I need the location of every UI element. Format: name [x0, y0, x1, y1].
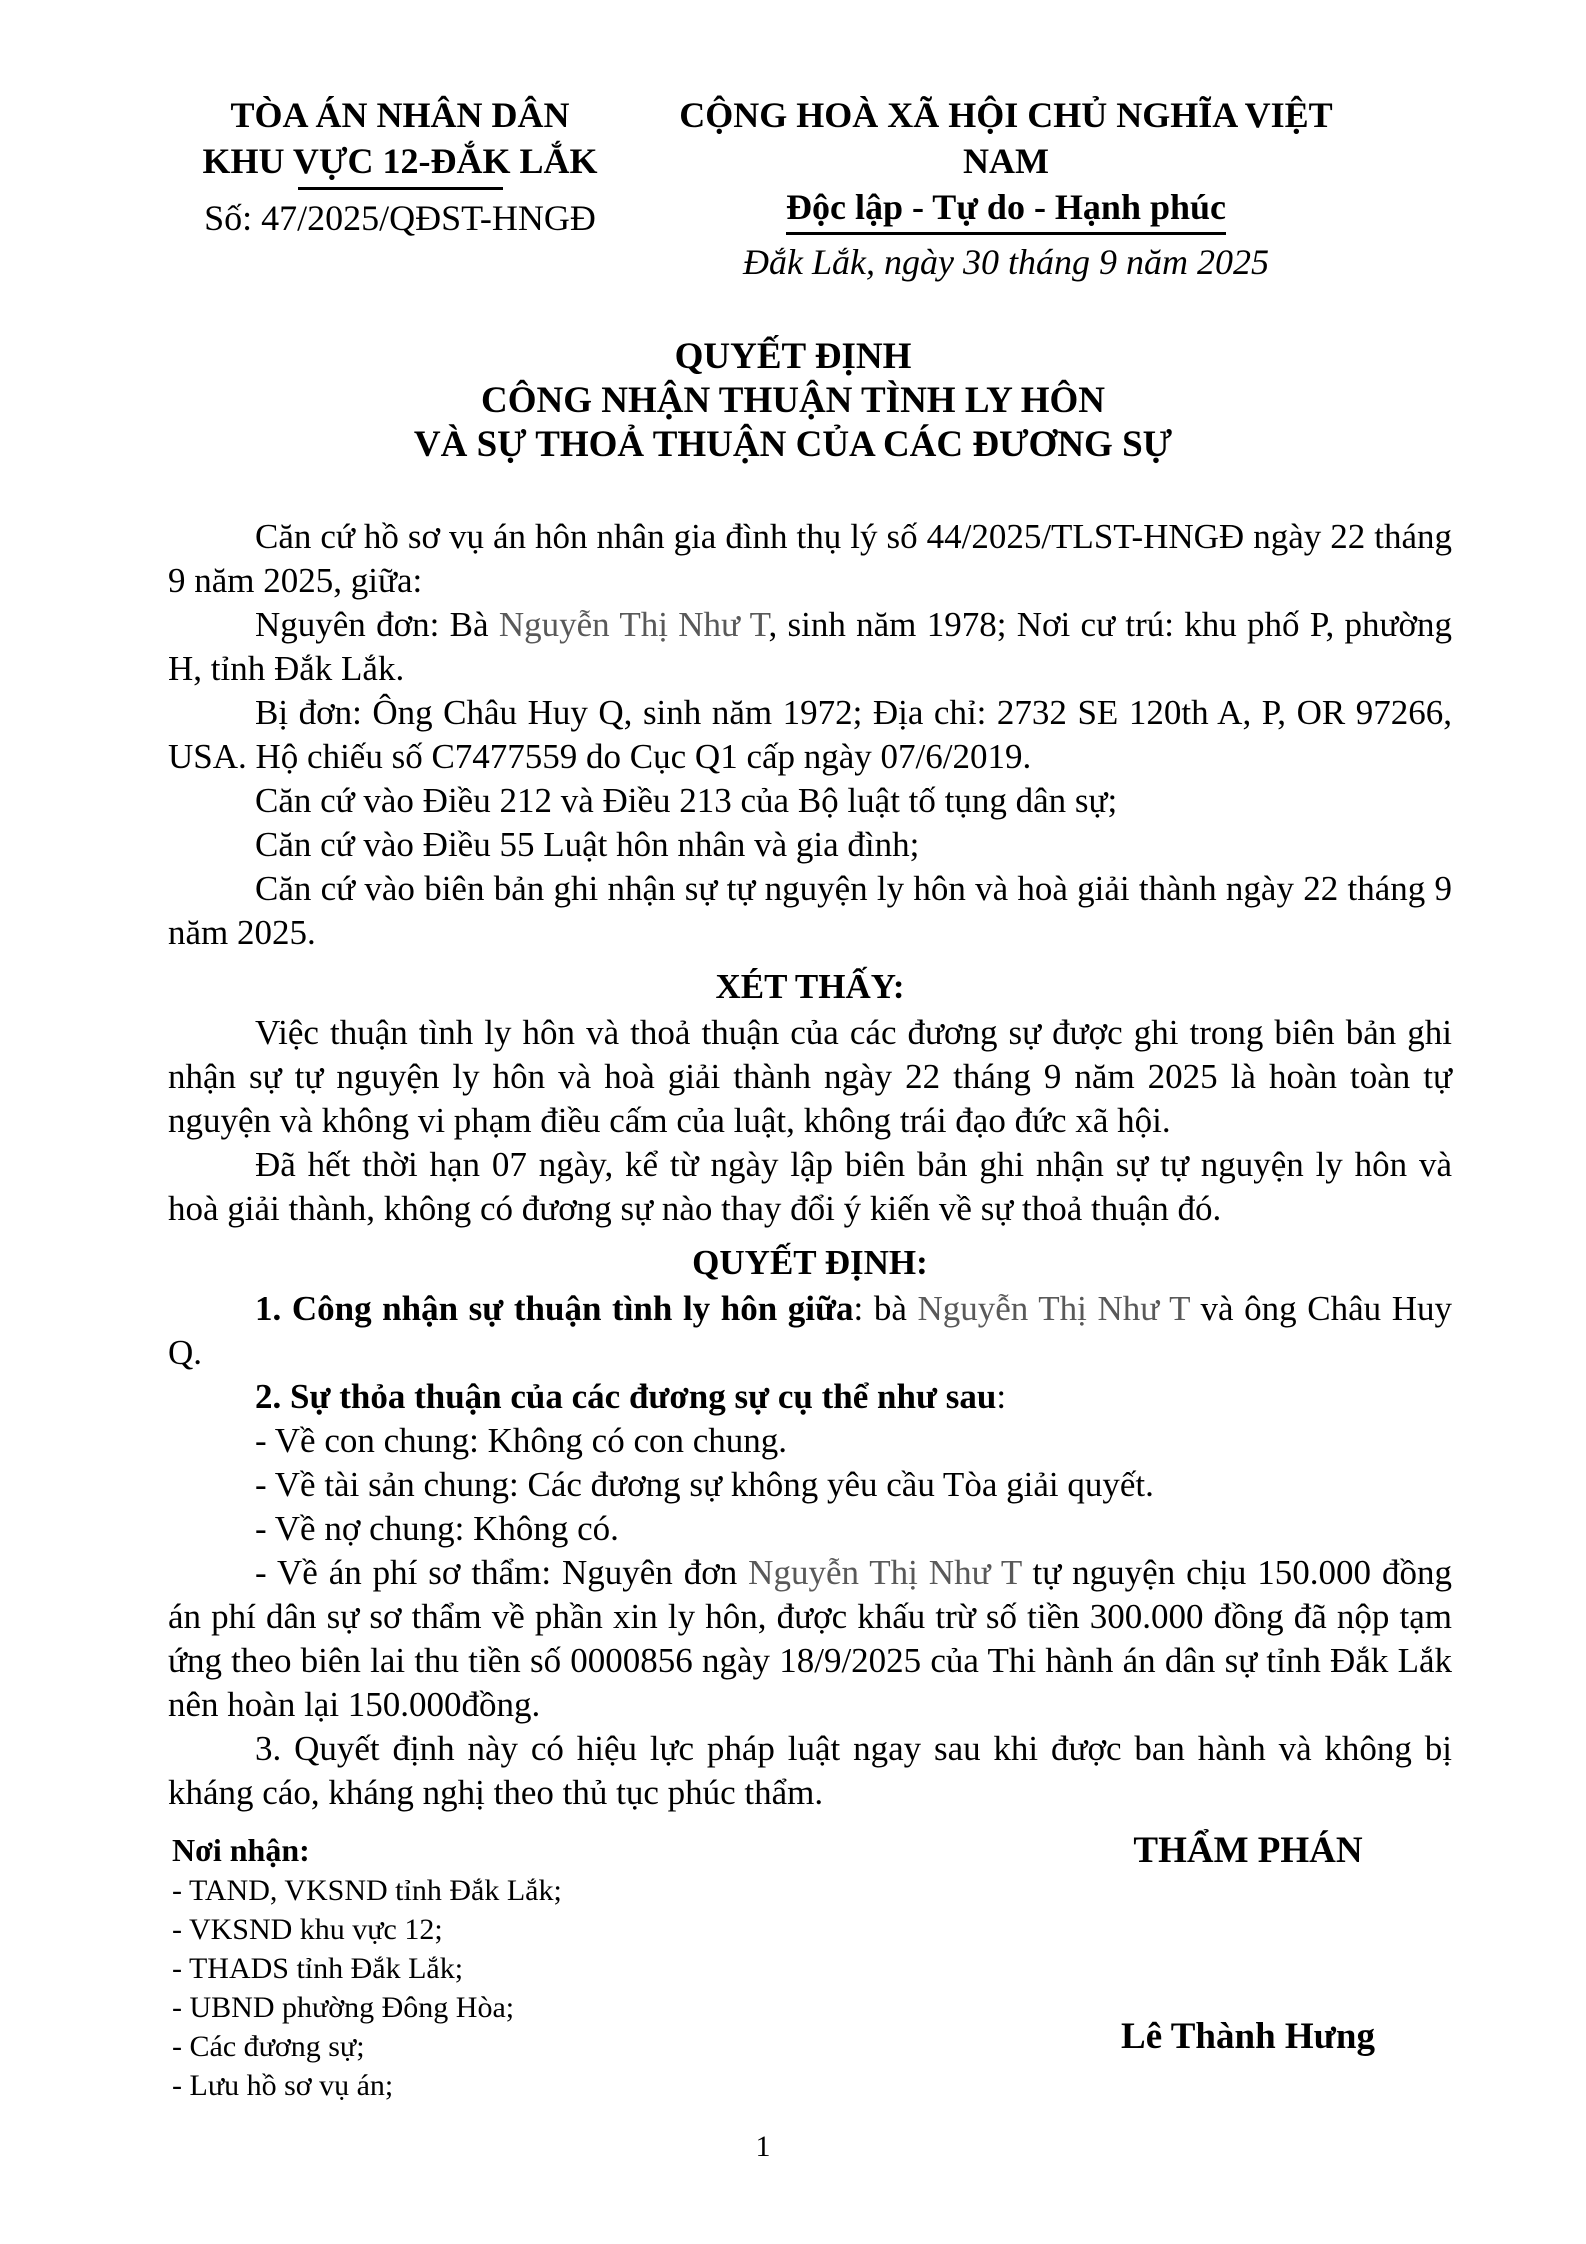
recipient-item: - THADS tỉnh Đắk Lắk; — [172, 1952, 464, 1985]
recipients-label — [172, 1829, 812, 1871]
fee-anonymized-name: Nguyễn Thị Như T — [748, 1553, 1022, 1592]
findings-paragraph-1: Việc thuận tình ly hôn và thoả thuận của các đương sự được ghi trong biên bản ghi nhận sự tự nguyện ly hôn và hoà giải thành ngày 22 tháng 9 năm 2025 là hoàn toàn tự nguyện và không vi phạm điều cấm của luật, không trái đạo đức xã hội. — [168, 1013, 1452, 1140]
decision-item-1-tail: và ông Châu Huy Q. — [168, 1289, 1452, 1372]
national-title: CỘNG HOÀ XÃ HỘI CHỦ NGHĨA VIỆT NAM — [679, 95, 1333, 181]
document-header — [0, 0, 1586, 285]
judge-name: Lê Thành Hưng — [1121, 2016, 1375, 2057]
recipients-label-text: Nơi nhận — [172, 1832, 300, 1868]
recipients-label-colon: : — [299, 1832, 310, 1868]
decision-item-2-colon: : — [996, 1377, 1007, 1416]
national-header — [650, 92, 1362, 285]
defendant-paragraph: Bị đơn: Ông Châu Huy Q, sinh năm 1972; Địa chỉ: 2732 SE 120th A, P, OR 97266, USA. Hộ chiếu số C7477559 do Cục Q1 cấp ngày 07/6/2019. — [168, 693, 1452, 776]
recipient-item: - TAND, VKSND tỉnh Đắk Lắk; — [172, 1874, 562, 1907]
header-separator-line — [298, 187, 503, 190]
findings-heading: XÉT THẤY: — [715, 967, 905, 1006]
agreement-property: - Về tài sản chung: Các đương sự không yêu cầu Tòa giải quyết. — [255, 1465, 1154, 1504]
recipient-item: - Các đương sự; — [172, 2030, 365, 2063]
document-number: Số: 47/2025/QĐST-HNGĐ — [204, 198, 596, 238]
preamble-case-paragraph: Căn cứ hồ sơ vụ án hôn nhân gia đình thụ lý số 44/2025/TLST-HNGĐ ngày 22 tháng 9 năm 2025, giữa: — [168, 517, 1452, 600]
decision-title-line3: VÀ SỰ THOẢ THUẬN CỦA CÁC ĐƯƠNG SỰ — [413, 424, 1173, 465]
decision-title-line1: QUYẾT ĐỊNH — [674, 336, 912, 377]
fee-prefix: - Về án phí sơ thẩm: Nguyên đơn — [255, 1553, 749, 1592]
agreement-fees — [168, 1551, 1452, 1727]
decision-item-1-lead: 1. Công nhận sự thuận tình ly hôn giữa — [255, 1289, 854, 1328]
recipient-item: - VKSND khu vực 12; — [172, 1913, 443, 1946]
recipients-block — [172, 1829, 812, 2105]
decision-item-2-lead: 2. Sự thỏa thuận của các đương sự cụ thể như sau — [255, 1377, 997, 1416]
decision-heading: QUYẾT ĐỊNH: — [692, 1243, 928, 1282]
decision-item-1 — [168, 1287, 1452, 1375]
recipient-item: - Lưu hồ sơ vụ án; — [172, 2069, 394, 2102]
recipient-item: - UBND phường Đông Hòa; — [172, 1991, 515, 2024]
decision-item-2 — [168, 1375, 1452, 1419]
plaintiff-paragraph — [168, 603, 1452, 691]
document-footer — [172, 1829, 1508, 2105]
decision-item-1-anonymized-name: Nguyễn Thị Như T — [917, 1289, 1190, 1328]
fee-details: tự nguyện chịu 150.000 đồng án phí dân sự sơ thẩm về phần xin ly hôn, được khấu trừ số tiền 300.000 đồng đã nộp tạm ứng theo biên lai thu tiền số 0000856 ngày 18/9/2025 của Thi hành án dân sự tỉnh Đắk Lắk nên hoàn lại 150.000đồng. — [168, 1553, 1452, 1724]
signature-block — [988, 1829, 1508, 2105]
place-dateline: Đắk Lắk, ngày 30 tháng 9 năm 2025 — [743, 242, 1269, 282]
plaintiff-anonymized-name: Nguyễn Thị Như T — [498, 605, 769, 644]
page-number: 1 — [755, 2130, 771, 2163]
decision-item-3: 3. Quyết định này có hiệu lực pháp luật ngay sau khi được ban hành và không bị kháng cáo, kháng nghị theo thủ tục phúc thẩm. — [168, 1729, 1452, 1812]
plaintiff-prefix: Nguyên đơn: Bà — [255, 605, 499, 644]
plaintiff-details: , sinh năm 1978; Nơi cư trú: khu phố P, phường H, tỉnh Đắk Lắk. — [168, 605, 1452, 688]
national-motto: Độc lập - Tự do - Hạnh phúc — [786, 184, 1226, 235]
document-body — [168, 515, 1452, 1815]
court-header — [150, 92, 650, 285]
legal-basis-1: Căn cứ vào Điều 212 và Điều 213 của Bộ luật tố tụng dân sự; — [255, 781, 1118, 820]
judge-title: THẨM PHÁN — [1133, 1830, 1363, 1871]
court-name-line2: KHU VỰC 12-ĐẮK LẮK — [202, 141, 598, 181]
court-name-line1: TÒA ÁN NHÂN DÂN — [230, 95, 570, 135]
agreement-debt: - Về nợ chung: Không có. — [255, 1509, 619, 1548]
legal-basis-2: Căn cứ vào Điều 55 Luật hôn nhân và gia đình; — [255, 825, 920, 864]
decision-title — [0, 335, 1586, 467]
findings-paragraph-2: Đã hết thời hạn 07 ngày, kể từ ngày lập biên bản ghi nhận sự tự nguyện ly hôn và hoà giải thành, không có đương sự nào thay đổi ý kiến về sự thoả thuận đó. — [168, 1145, 1452, 1228]
legal-basis-3: Căn cứ vào biên bản ghi nhận sự tự nguyện ly hôn và hoà giải thành ngày 22 tháng 9 năm 2025. — [168, 869, 1452, 952]
decision-title-line2: CÔNG NHẬN THUẬN TÌNH LY HÔN — [481, 380, 1105, 421]
agreement-children: - Về con chung: Không có con chung. — [255, 1421, 788, 1460]
decision-item-1-mid: : bà — [853, 1289, 918, 1328]
